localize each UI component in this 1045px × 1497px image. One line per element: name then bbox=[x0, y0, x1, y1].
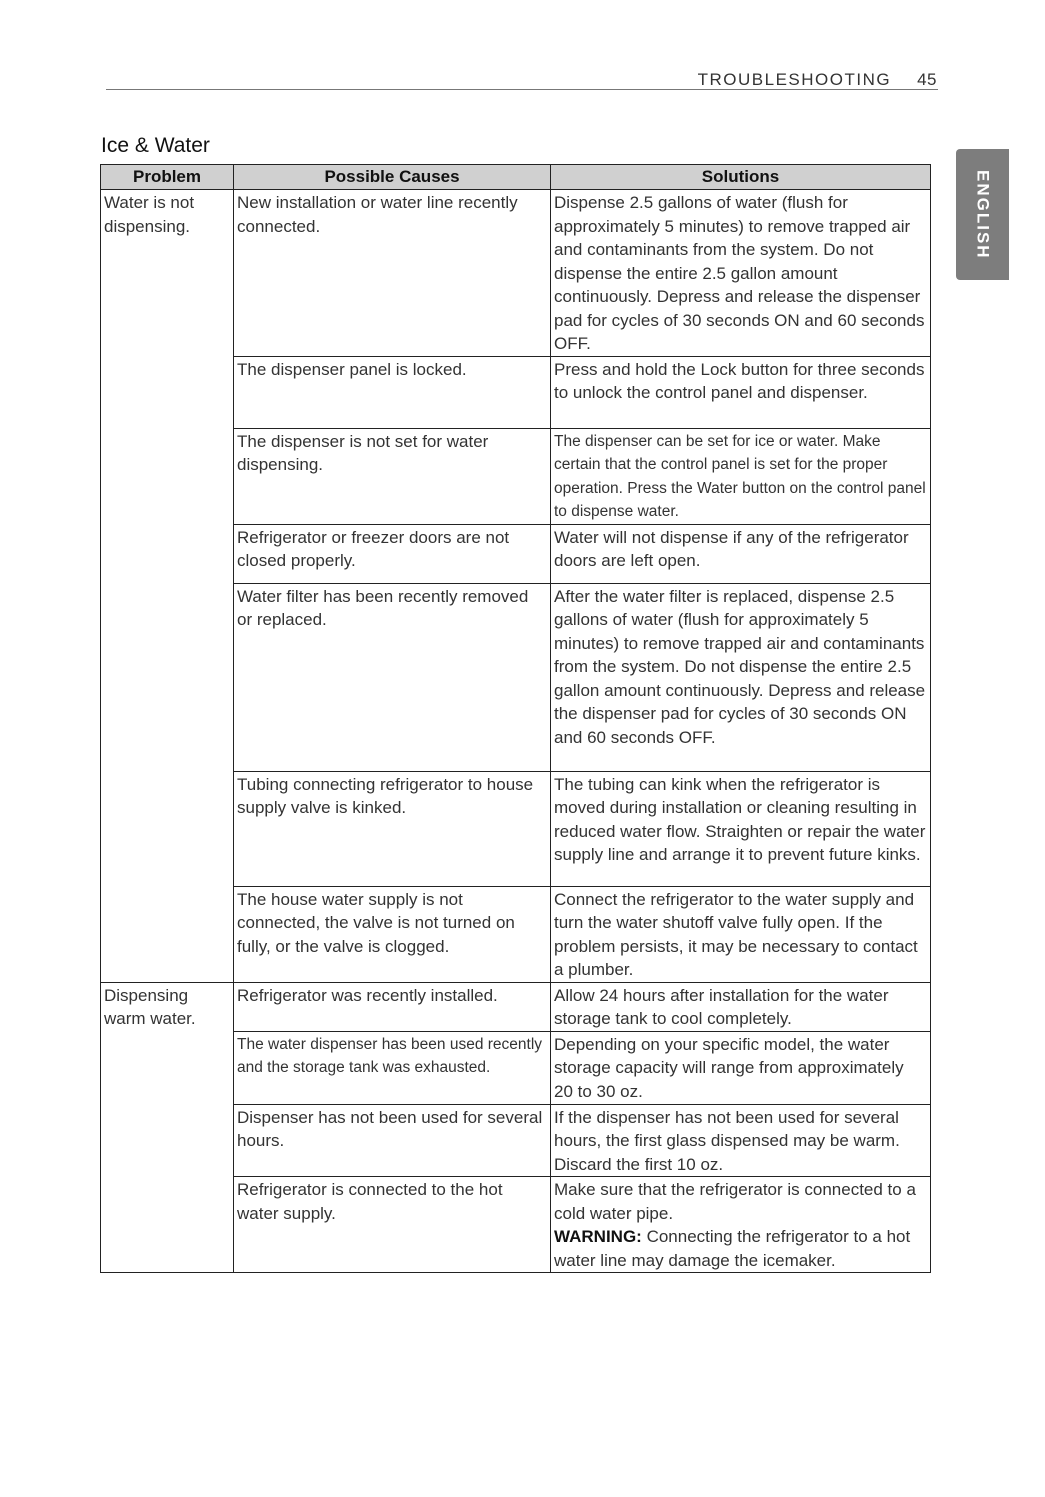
header-rule bbox=[106, 89, 938, 90]
problem-cell: Water is not dispensing. bbox=[101, 190, 234, 357]
table-row bbox=[101, 982, 931, 1031]
table-row bbox=[101, 356, 931, 428]
running-header bbox=[698, 70, 937, 90]
header-section: TROUBLESHOOTING bbox=[697, 70, 892, 89]
language-tab bbox=[956, 149, 1009, 280]
warning-label: WARNING: bbox=[554, 1227, 642, 1246]
table-row bbox=[101, 583, 931, 771]
cause-cell: The water dispenser has been used recently and the storage tank was exhausted. bbox=[234, 1031, 551, 1104]
cause-cell: Water filter has been recently removed or replaced. bbox=[234, 583, 551, 771]
solution-cell: Press and hold the Lock button for three seconds to unlock the control panel and dispenser. bbox=[551, 356, 931, 428]
problem-cell-empty bbox=[101, 771, 234, 886]
problem-cell-empty bbox=[101, 356, 234, 428]
table-header-row bbox=[101, 165, 931, 190]
cause-cell: Refrigerator or freezer doors are not closed properly. bbox=[234, 524, 551, 583]
solution-cell: The dispenser can be set for ice or water. Make certain that the control panel is set for the proper operation. Press the Water button on the control panel to dispense water. bbox=[551, 428, 931, 524]
cause-cell: New installation or water line recently connected. bbox=[234, 190, 551, 357]
solution-cell: Dispense 2.5 gallons of water (flush for approximately 5 minutes) to remove trapped air and contaminants from the system. Do not dispense the entire 2.5 gallon amount continuously. Depress and release the dispenser pad for cycles of 30 seconds ON and 60 seconds OFF. bbox=[551, 190, 931, 357]
problem-cell-empty bbox=[101, 1104, 234, 1177]
problem-cell-empty bbox=[101, 1177, 234, 1273]
solution-cell: Depending on your specific model, the water storage capacity will range from approximately 20 to 30 oz. bbox=[551, 1031, 931, 1104]
cause-cell: The dispenser panel is locked. bbox=[234, 356, 551, 428]
table-row bbox=[101, 1031, 931, 1104]
solution-cell bbox=[551, 1177, 931, 1273]
cause-cell: Dispenser has not been used for several hours. bbox=[234, 1104, 551, 1177]
solution-cell: Water will not dispense if any of the refrigerator doors are left open. bbox=[551, 524, 931, 583]
cause-cell: The dispenser is not set for water dispensing. bbox=[234, 428, 551, 524]
warning-text: Connecting the refrigerator to a hot water line may damage the icemaker. bbox=[554, 1227, 911, 1270]
solution-cell: After the water filter is replaced, dispense 2.5 gallons of water (flush for approximately 5 minutes) to remove trapped air and contaminants from the system. Do not dispense the entire 2.5 gallon amount continuously. Depress and release the dispenser pad for cycles of 30 seconds ON and 60 seconds OFF. bbox=[551, 583, 931, 771]
language-tab-label: ENGLISH bbox=[973, 169, 993, 260]
problem-cell-empty bbox=[101, 524, 234, 583]
table-row bbox=[101, 190, 931, 357]
table-row bbox=[101, 886, 931, 982]
solution-cell: Allow 24 hours after installation for the water storage tank to cool completely. bbox=[551, 982, 931, 1031]
troubleshooting-table bbox=[100, 164, 931, 1273]
cause-cell: Tubing connecting refrigerator to house supply valve is kinked. bbox=[234, 771, 551, 886]
solution-cell: If the dispenser has not been used for several hours, the first glass dispensed may be warm. Discard the first 10 oz. bbox=[551, 1104, 931, 1177]
table-row bbox=[101, 428, 931, 524]
table-row bbox=[101, 1177, 931, 1273]
problem-cell-empty bbox=[101, 583, 234, 771]
table-row bbox=[101, 524, 931, 583]
problem-cell-empty bbox=[101, 1031, 234, 1104]
problem-cell-empty bbox=[101, 886, 234, 982]
table-row bbox=[101, 771, 931, 886]
cause-cell: The house water supply is not connected, the valve is not turned on fully, or the valve is clogged. bbox=[234, 886, 551, 982]
section-title: Ice & Water bbox=[101, 134, 210, 157]
header-possible-causes: Possible Causes bbox=[234, 165, 551, 190]
table-row bbox=[101, 1104, 931, 1177]
cause-cell: Refrigerator was recently installed. bbox=[234, 982, 551, 1031]
problem-cell-empty bbox=[101, 428, 234, 524]
header-solutions: Solutions bbox=[551, 165, 931, 190]
header-problem: Problem bbox=[101, 165, 234, 190]
problem-cell: Dispensing warm water. bbox=[101, 982, 234, 1031]
cause-cell: Refrigerator is connected to the hot water supply. bbox=[234, 1177, 551, 1273]
solution-text: Make sure that the refrigerator is connected to a cold water pipe. bbox=[554, 1180, 916, 1223]
solution-cell: The tubing can kink when the refrigerator is moved during installation or cleaning resulting in reduced water flow. Straighten or repair the water supply line and arrange it to prevent future kinks. bbox=[551, 771, 931, 886]
solution-cell: Connect the refrigerator to the water supply and turn the water shutoff valve fully open. If the problem persists, it may be necessary to contact a plumber. bbox=[551, 886, 931, 982]
page-number: 45 bbox=[917, 70, 937, 89]
